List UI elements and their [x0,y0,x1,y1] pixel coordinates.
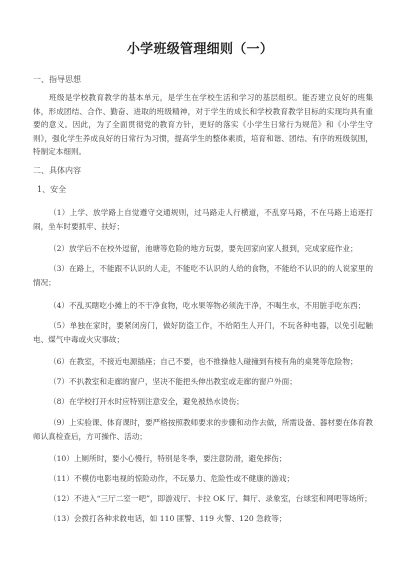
safety-item-2: （2）放学后不在校外逗留，池塘等危险的地方玩耍，要先回家向家人报到，完成家庭作业； [49,244,358,253]
safety-item-10: （10）上厕所时，要小心慢行，特别是冬季，要注意防滑，避免摔伤； [49,454,287,463]
safety-item-9: （9）上实验课、体育课时，要严格按照教师要求的步骤和动作去做，所需设备、器材要在体育教师认真检查后，方可操作、活动； [33,418,373,441]
subheading-safety: 1、安全 [37,185,67,194]
safety-item-4: （4）不乱买瞎吃小摊上的不干净食物，吃水果等物必须洗干净，不喝生水，不用脏手吃东西； [49,301,366,310]
page-title: 小学班级管理细则（一） [126,42,274,57]
safety-item-12: （12）不进入“三厅二室一吧”，即游戏厅、卡拉 OK 厅、舞厅、录象室，台球室和网吧等场所； [49,494,372,503]
safety-item-11: （11）不模仿电影电视的惊险动作，不玩暴力、危险性或不健康的游戏； [49,474,295,483]
safety-item-6: （6）在教室，不接近电源插座；自己不要，也不推操他人碰撞到有棱有角的桌凳等危险物； [49,357,358,366]
safety-item-5: （5）单独在家时，要紧闭房门，做好防盗工作，不给陌生人开门，不玩各种电器，以免引起触电、煤气中毒或火灾事故； [33,321,373,344]
section-heading-guiding-ideology: 一、指导思想 [33,75,81,84]
safety-item-1: （1）上学、放学路上自觉遵守交通规则，过马路走人行横道，不乱穿马路，不在马路上追逐打闹，坐车时要抓牢、扶好； [33,208,373,231]
guiding-ideology-paragraph: 班级是学校教育教学的基本单元，是学生在学校生活和学习的基层组织。能否建立良好的班集体，形成团结、合作、勤奋、进取的班级精神，对于学生的成长和学校教育教学目标的实现均具有重要的意义。因此，为了全面贯彻党的教育方针，更好的落实《小学生日常行为规范》和《小学生守则》，强化学生养成良好的日常行为习惯，提高学生的整体素质，培育和谐、团结、有序的班级氛围，特制定本细则。 [33,93,373,157]
safety-item-3: （3）在路上，不能跟不认识的人走，不能吃不认识的人给的食物，不能给不认识的的人说家里的情况； [33,264,373,287]
safety-item-7: （7）不扒教室和走廊的窗户，坚决不能把头伸出教室或走廊的窗户外面； [49,377,297,386]
safety-item-8: （8）在学校打开水时应特别注意安全，避免被热水烫伤； [49,397,244,406]
section-heading-specific-content: 二、具体内容 [33,166,81,175]
safety-item-13: （13）会拨打各种求救电话，如 110 匪警、119 火警、120 急救等； [49,514,287,523]
